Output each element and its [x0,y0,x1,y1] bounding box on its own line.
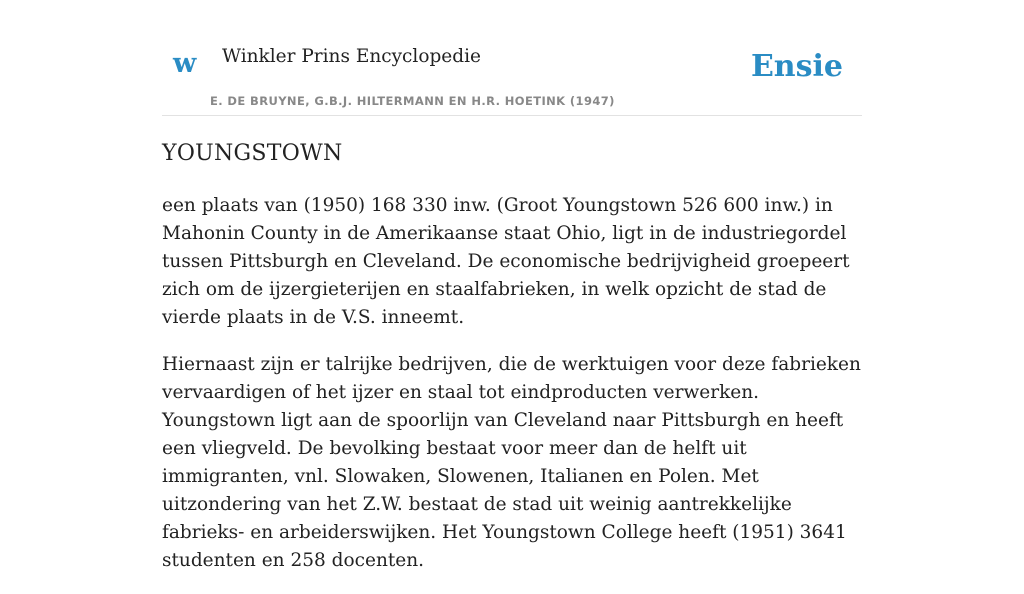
source-title[interactable]: Winkler Prins Encyclopedie [222,46,481,67]
ensie-logo[interactable]: Ensie [750,49,843,84]
article-page [162,0,862,571]
entry-paragraph: Hiernaast zijn er talrijke bedrijven, die de werktuigen voor deze fabrieken vervaardigen of het ijzer en staal tot eindproducten verwerken. Youngstown ligt aan de spoorlijn van Cleveland naar Pittsburgh en heeft een vliegveld. De bevolking bestaat voor meer dan de helft uit immigranten, vnl. Slowaken, Slowenen, Italianen en Polen. Met uitzondering van het Z.W. bestaat de stad uit weinig aantrekkelijke fabrieks- en arbeiderswijken. Het Youngstown College heeft (1951) 3641 studenten en 258 docenten. [162,354,861,571]
entry-title: YOUNGSTOWN [162,141,343,166]
site-header [162,0,862,116]
entry-body [162,192,862,594]
source-authors: E. DE BRUYNE, G.B.J. HILTERMANN EN H.R. HOETINK (1947) [210,94,615,108]
entry-paragraph: een plaats van (1950) 168 330 inw. (Groot Youngstown 526 600 inw.) in Mahonin County in de Amerikaanse staat Ohio, ligt in de industriegordel tussen Pittsburgh en Cleveland. De economische bedrijvigheid groepeert zich om de ijzergieterijen en staalfabrieken, in welk opzicht de stad de vierde plaats in de V.S. inneemt. [162,195,850,328]
winkler-prins-logo[interactable]: w [173,48,197,79]
